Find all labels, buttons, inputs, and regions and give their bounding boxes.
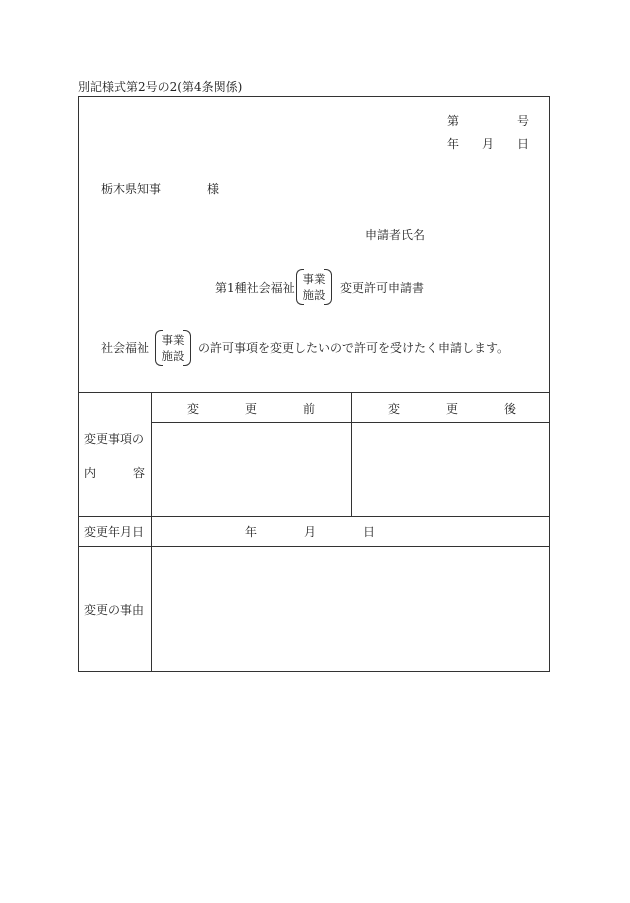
addressee-name: 栃木県知事 xyxy=(101,182,162,196)
before-header-char-2: 更 xyxy=(245,402,258,416)
statement-suffix: の許可事項を変更したいので許可を受けたく申請します。 xyxy=(198,341,510,355)
after-header-char-3: 後 xyxy=(504,402,517,416)
number-label-dai: 第 xyxy=(447,114,460,128)
bracket-option-shisetsu: 施設 xyxy=(161,349,185,363)
date-year-label: 年 xyxy=(447,137,460,151)
bracket-option-jigyo: 事業 xyxy=(302,272,326,286)
change-reason-field[interactable] xyxy=(152,547,549,671)
content-row-border xyxy=(78,516,550,517)
date-month-label: 月 xyxy=(482,137,495,151)
bracket-option-jigyo: 事業 xyxy=(161,333,185,347)
form-title: 別記様式第2号の2(第4条関係) xyxy=(78,80,243,94)
table-top-border xyxy=(78,392,550,393)
after-content-field[interactable] xyxy=(352,423,549,515)
statement-bracket-choice xyxy=(155,330,191,368)
statement-prefix: 社会福祉 xyxy=(101,341,150,355)
addressee-honorific: 様 xyxy=(207,182,220,196)
before-content-field[interactable] xyxy=(152,423,350,515)
after-header-char-1: 変 xyxy=(388,402,401,416)
number-label-go: 号 xyxy=(517,114,530,128)
change-date-day: 日 xyxy=(363,525,376,539)
document-title-prefix: 第1種社会福祉 xyxy=(215,281,295,295)
change-content-label-line1: 変更事項の xyxy=(84,432,145,446)
before-header-char-3: 前 xyxy=(303,402,316,416)
change-date-month: 月 xyxy=(304,525,317,539)
date-day-label: 日 xyxy=(517,137,530,151)
before-header-char-1: 変 xyxy=(187,402,200,416)
change-content-label-line2-a: 内 xyxy=(84,466,97,480)
change-reason-label: 変更の事由 xyxy=(84,603,145,617)
title-bracket-choice xyxy=(296,269,332,307)
document-title-suffix: 変更許可申請書 xyxy=(340,281,425,295)
bracket-option-shisetsu: 施設 xyxy=(302,288,326,302)
change-date-label: 変更年月日 xyxy=(84,525,145,539)
change-content-label-line2-b: 容 xyxy=(133,466,146,480)
applicant-name-label: 申請者氏名 xyxy=(365,228,426,242)
after-header-char-2: 更 xyxy=(446,402,459,416)
change-date-year: 年 xyxy=(245,525,258,539)
